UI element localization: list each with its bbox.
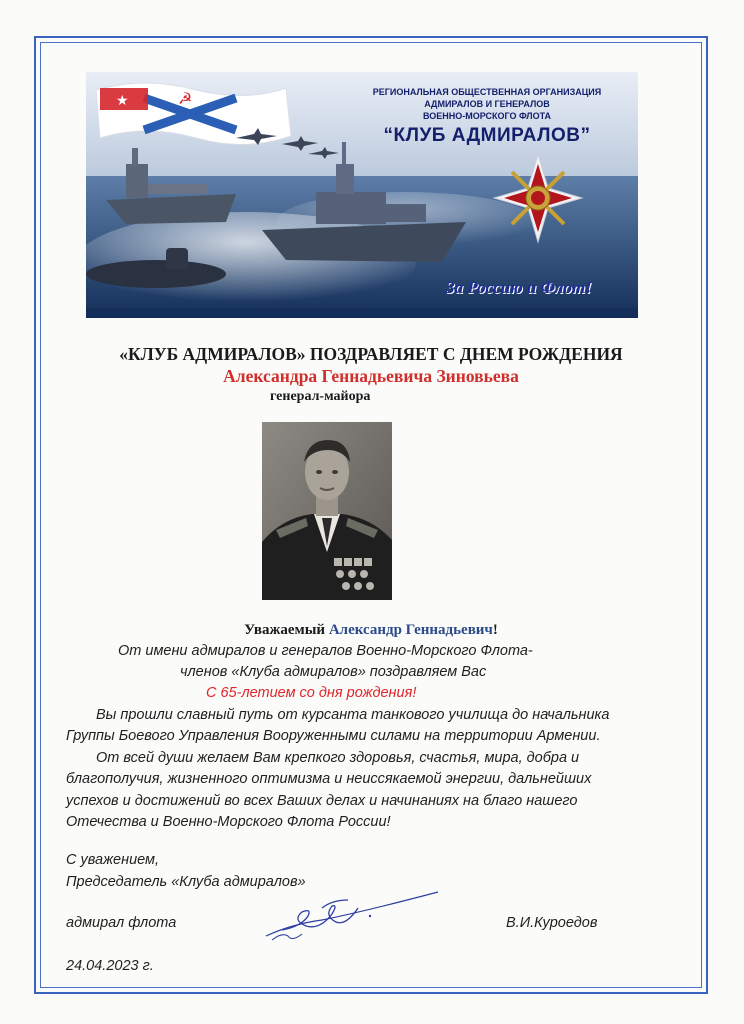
honoree-name: Александра Геннадьевича Зиновьева: [223, 366, 519, 386]
letter-line-8: успехов и достижений во всех Ваших делах и начинаниях на благо нашего: [66, 793, 578, 809]
letter-line-4: Вы прошли славный путь от курсанта танкового училища до начальника: [96, 707, 610, 723]
org-line-2: АДМИРАЛОВ И ГЕНЕРАЛОВ: [424, 99, 550, 109]
honoree-rank: генерал-майора: [270, 389, 371, 404]
signer-rank: адмирал флота: [66, 915, 177, 931]
letter-date: 24.04.2023 г.: [66, 958, 154, 974]
greeting-prefix: Уважаемый: [244, 622, 329, 638]
org-line-1: РЕГИОНАЛЬНАЯ ОБЩЕСТВЕННАЯ ОРГАНИЗАЦИЯ: [372, 87, 602, 97]
letter-line-2: членов «Клуба адмиралов» поздравляем Вас: [180, 664, 487, 680]
org-line-3: ВОЕННО-МОРСКОГО ФЛОТА: [422, 111, 552, 121]
svg-text:☭: ☭: [178, 89, 193, 108]
letter-line-9: Отечества и Военно-Морского Флота России!: [66, 814, 391, 830]
closing-chair-title: Председатель «Клуба адмиралов»: [66, 874, 306, 890]
greeting-name: Александр Геннадьевич: [328, 622, 493, 638]
letter-line-7: благополучия, жизненного оптимизма и неиссякаемой энергии, дальнейших: [66, 771, 592, 787]
svg-text:★: ★: [116, 93, 129, 109]
letter-line-5: Группы Боевого Управления Вооруженными силами на территории Армении.: [66, 728, 601, 744]
letter-greeting: [40, 622, 702, 639]
letter-line-1: От имени адмиралов и генералов Военно-Морского Флота-: [118, 643, 533, 659]
greeting-suffix: !: [492, 622, 498, 638]
organization-title: [342, 86, 632, 148]
honoree-portrait-photo: [262, 422, 392, 600]
banner-motto: За Россию и Флот!: [446, 278, 592, 297]
letter-line-6: От всей души желаем Вам крепкого здоровья, счастья, мира, добра и: [96, 750, 580, 766]
handwritten-signature: [262, 886, 442, 951]
club-name: “КЛУБ АДМИРАЛОВ”: [383, 125, 591, 146]
letter-line-3-congrats: С 65-летием со дня рождения!: [206, 685, 417, 701]
signer-name: В.И.Куроедов: [506, 915, 598, 931]
club-banner: [86, 72, 638, 318]
congratulation-headline: «КЛУБ АДМИРАЛОВ» ПОЗДРАВЛЯЕТ С ДНЕМ РОЖДЕНИЯ: [119, 344, 623, 364]
closing-regards: С уважением,: [66, 852, 160, 868]
